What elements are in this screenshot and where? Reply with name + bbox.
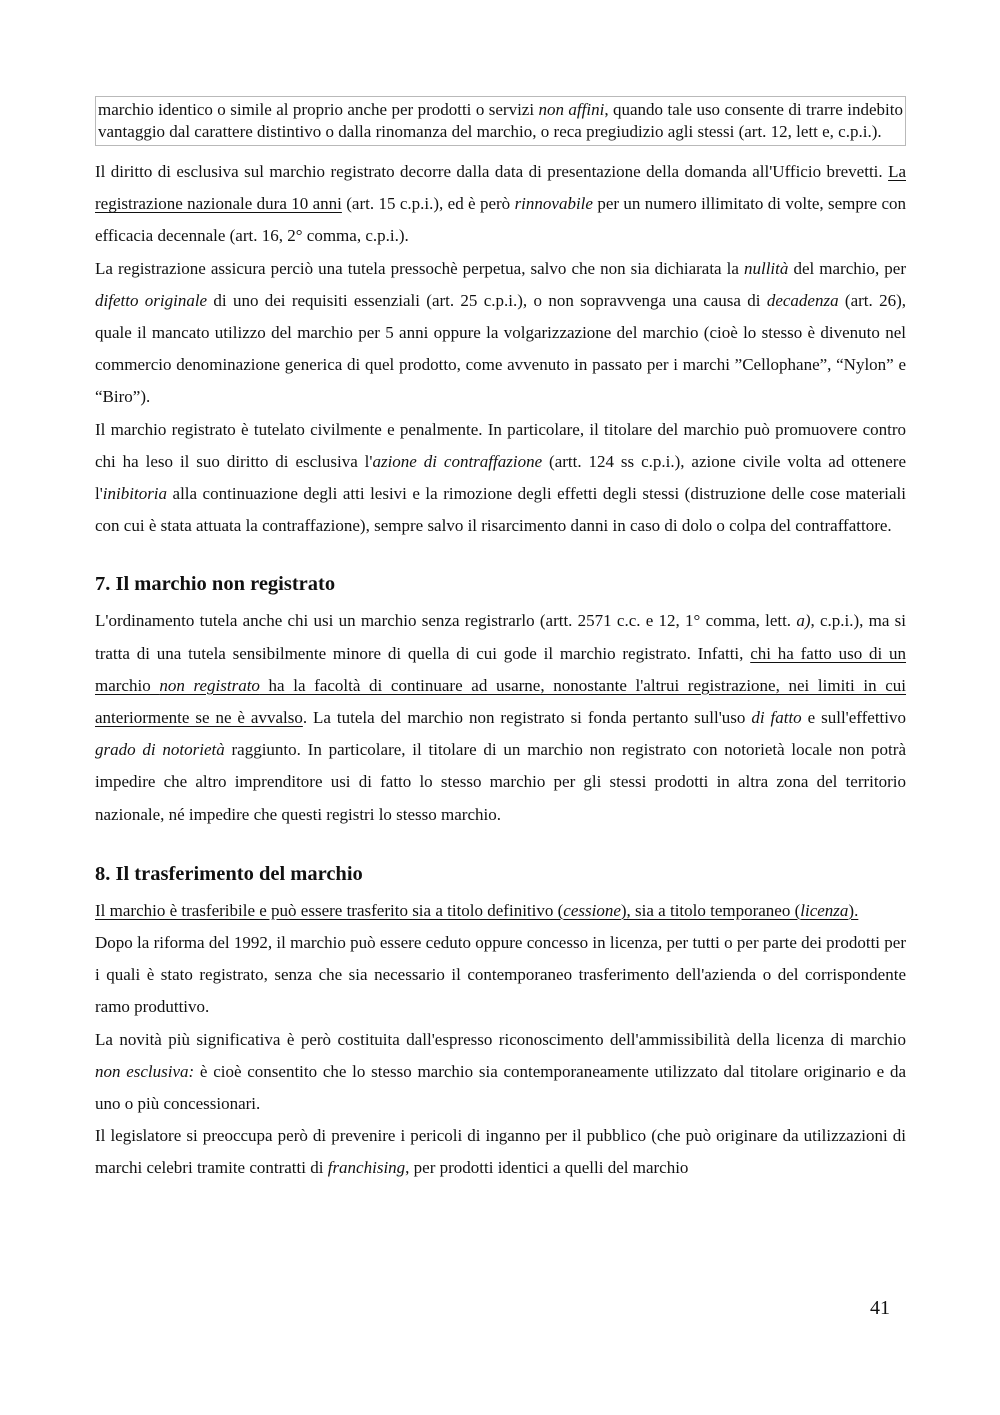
box-italic: non affini [538,100,605,119]
text-run: Il marchio è trasferibile e può essere trasferito sia a titolo definitivo ( [95,900,564,920]
text-run: è cioè consentito che lo stesso marchio sia contemporaneamente utilizzato dal titolare originario e da uno o più concessionari. [95,1061,906,1114]
text-run: per un numero illimitato di volte, sempre con efficacia decennale (art. 16, 2° comma, c.p.i.). [95,194,906,246]
text-run: alla continuazione degli atti lesivi e la rimozione degli effetti degli stessi (distruzione delle cose materiali con cui è stata attuata la contraffazione), sempre salvo il risarcimento danni in caso di dolo o colpa del contraffattore. [95,484,906,536]
italic-text: decadenza [766,290,839,310]
italic-text: licenza [800,900,849,920]
text-run: La novità più significativa è però costituita dall'espresso riconoscimento dell'ammissibilità della licenza di marchio [95,1029,906,1049]
text-run: (art. 26), quale il mancato utilizzo del marchio per 5 anni oppure la volgarizzazione del marchio (cioè lo stesso è divenuto nel commercio denominazione generica di quel prodotto, come avvenuto in passato per i marchi ”Cellophane”, “Nylon” e “Biro”). [95,290,906,407]
italic-text: rinnovabile [514,194,593,214]
text-run: , per prodotti identici a quelli del marchio [405,1158,689,1178]
paragraph-franchising [95,1120,906,1184]
italic-text: di fatto [751,708,802,728]
text-run: ha la facoltà di continuare ad usarne, nonostante l'altrui registrazione, nei limiti in cui anteriormente se ne è avvalso [95,675,907,728]
text-run: L'ordinamento tutela anche chi usi un marchio senza registrarlo (artt. 2571 c.c. e 12, 1° comma, lett. [95,611,797,631]
text-run: del marchio, per [788,258,906,278]
italic-text: azione di contraffazione [372,451,543,471]
italic-text: inibitoria [102,484,168,504]
text-run: (artt. 124 ss c.p.i.), azione civile volta ad ottenere l' [95,451,906,504]
text-run: . La tutela del marchio non registrato si fonda pertanto sull'uso [302,708,752,728]
underlined-text: La registrazione nazionale dura 10 anni [95,162,906,214]
italic-text: cessione [563,900,621,920]
text-run: raggiunto. In particolare, il titolare di un marchio non registrato con notorietà locale non potrà impedire che altro imprenditore usi di fatto lo stesso marchio per gli stessi prodotti in altra zona del territorio nazionale, né impedire che questi registri lo stesso marchio. [95,740,906,824]
italic-text: non esclusiva: [95,1061,195,1081]
paragraph-reform-1992: Dopo la riforma del 1992, il marchio può essere ceduto oppure concesso in licenza, per tutti o per parte dei prodotti per i quali è stato registrato, senza che sia necessario il contemporaneo trasferimento dell'azienda o del corrispondente ramo produttivo. [95,933,906,1017]
box-text: marchio identico o simile al proprio anche per prodotti o servizi [98,100,539,119]
text-run: (art. 15 c.p.i.), ed è però [341,194,515,214]
paragraph-nullity-decadence [95,253,906,414]
italic-text: franchising [327,1158,406,1178]
text-run: di uno dei requisiti essenziali (art. 25 c.p.i.), o non sopravvenga una causa di [207,290,767,310]
italic-text: difetto originale [95,290,208,310]
text-run: Il marchio registrato è tutelato civilmente e penalmente. In particolare, il titolare del marchio può promuovere contro chi ha leso il suo diritto di esclusiva l' [95,419,906,471]
text-run: , c.p.i.), ma si tratta di una tutela sensibilmente minore di quella di cui gode il marchio registrato. Infatti, [95,611,906,663]
italic-text: nullità [743,258,789,278]
page-number: 41 [870,1297,890,1319]
italic-text: grado di notorietà [95,740,225,760]
boxed-quote [95,96,906,146]
italic-text: non registrato [159,675,260,695]
paragraph-unregistered-mark [95,605,906,830]
text-run: chi ha fatto uso di un marchio [95,643,907,695]
text-run: Il diritto di esclusiva sul marchio registrato decorre dalla data di presentazione della domanda all'Ufficio brevetti. [95,162,889,181]
section-heading-unregistered-mark: 7. Il marchio non registrato [95,573,336,596]
paragraph-registration-duration [95,156,906,253]
box-text: , quando tale uso consente di trarre indebito vantaggio dal carattere distintivo o dalla rinomanza del marchio, o reca pregiudizio agli stessi (art. 12, lett e, c.p.i.). [98,100,903,141]
paragraph-civil-penal-protection [95,414,906,543]
section-heading-mark-transfer: 8. Il trasferimento del marchio [95,862,363,885]
text-run: Il legislatore si preoccupa però di prevenire i pericoli di inganno per il pubblico (che può originare da utilizzazioni di marchi celebri tramite contratti di [95,1126,906,1178]
text-run: ), sia a titolo temporaneo ( [620,900,801,920]
text-run: La registrazione assicura perciò una tutela pressochè perpetua, salvo che non sia dichiarata la [95,258,744,278]
underlined-text [95,901,858,920]
document-page [95,96,906,1185]
paragraph-non-exclusive-license [95,1024,906,1121]
paragraph-transfer-types [95,895,906,927]
text-run: e sull'effettivo [801,708,907,728]
text-run: ). [848,900,859,920]
italic-text: a) [796,611,811,631]
